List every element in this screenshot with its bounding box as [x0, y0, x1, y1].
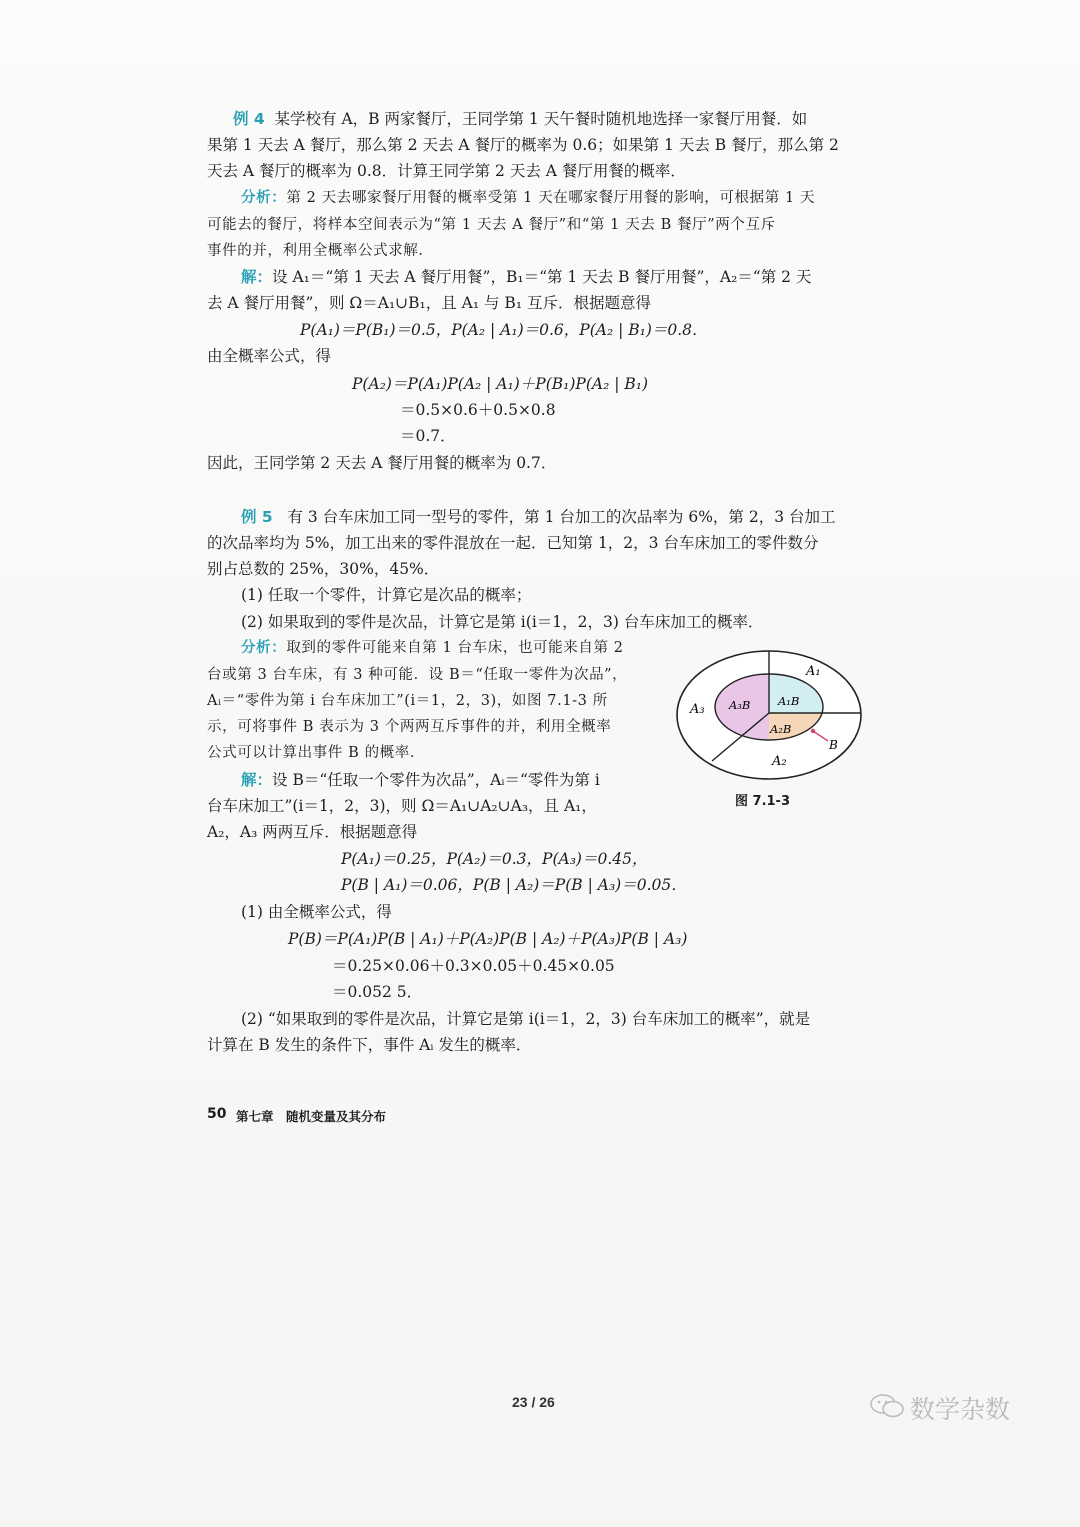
- ex5-question-part-2: (2) 如果取到的零件是次品，计算它是第 i(i＝1，2，3) 台车床加工的概率．: [241, 613, 764, 631]
- label-a2: A₂: [772, 754, 787, 769]
- ex5-given-probabilities-1: P(A₁)＝0.25，P(A₂)＝0.3，P(A₃)＝0.45，: [341, 850, 648, 868]
- ex5-formula-line-1: P(B)＝P(A₁)P(B | A₁)＋P(A₂)P(B | A₂)＋P(A₃)P(B | A₃): [288, 930, 688, 948]
- ex4-analysis-line-2: 可能去的餐厅，将样本空间表示为“第 1 天去 A 餐厅”和“第 1 天去 B 餐厅”两个互斥: [207, 217, 776, 233]
- ex5-analysis-line-1: [241, 637, 624, 659]
- ex4-given-probabilities: P(A₁)＝P(B₁)＝0.5，P(A₂ | A₁)＝0.6，P(A₂ | B₁)＝0.8．: [300, 321, 708, 339]
- ex4-formula-line-1: P(A₂)＝P(A₁)P(A₂ | A₁)＋P(B₁)P(A₂ | B₁): [352, 375, 649, 393]
- ex5-solution-label: 解：: [241, 771, 273, 789]
- ex4-label: 例 4: [233, 110, 265, 128]
- ex4-question-line-3: 天去 A 餐厅的概率为 0.8．计算王同学第 2 天去 A 餐厅用餐的概率．: [207, 162, 686, 180]
- ex5-solution-line-3: A₂，A₃ 两两互斥．根据题意得: [207, 823, 418, 841]
- ex5-part-2-line-2: 计算在 B 发生的条件下，事件 Aᵢ 发生的概率．: [207, 1036, 532, 1054]
- label-a3b: A₃B: [729, 698, 751, 712]
- ex5-question-line-3: 别占总数的 25%，30%，45%．: [207, 560, 440, 578]
- ex4-solution-line-1: [241, 266, 811, 288]
- ex5-analysis-line-2: 台或第 3 台车床，有 3 种可能．设 B＝“任取一零件为次品”，: [207, 667, 628, 683]
- label-a1: A₁: [806, 664, 821, 679]
- ex5-question-line-2: 的次品率均为 5%，加工出来的零件混放在一起．已知第 1，2，3 台车床加工的零件数分: [207, 534, 819, 552]
- figure-caption: 图 7.1-3: [735, 794, 790, 809]
- label-a1b: A₁B: [778, 694, 800, 708]
- ex5-formula-line-3: ＝0.052 5．: [332, 983, 423, 1001]
- ex4-q1-text: 某学校有 A，B 两家餐厅，王同学第 1 天午餐时随机地选择一家餐厅用餐．如: [274, 110, 808, 128]
- ex4-total-prob-intro: 由全概率公式，得: [207, 347, 332, 365]
- ex4-formula-line-2: ＝0.5×0.6＋0.5×0.8: [400, 401, 556, 419]
- b-pointer-dot: [811, 729, 815, 733]
- chapter-title: 第七章 随机变量及其分布: [236, 1109, 387, 1124]
- ex4-analysis-label: 分析：: [241, 190, 287, 206]
- ex4-formula-line-3: ＝0.7．: [400, 427, 456, 445]
- ex5-part-2-line-1: (2) “如果取到的零件是次品，计算它是第 i(i＝1，2，3) 台车床加工的概率”，就是: [241, 1010, 811, 1028]
- ex5-solution-line-1: [241, 769, 600, 791]
- ex4-analysis-line-3: 事件的并，利用全概率公式求解．: [207, 243, 434, 259]
- ex4-question-line-1: [233, 108, 807, 130]
- ex5-a1-text: 取到的零件可能来自第 1 台车床，也可能来自第 2: [286, 640, 624, 656]
- ex4-question-line-2: 果第 1 天去 A 餐厅，那么第 2 天去 A 餐厅的概率为 0.6；如果第 1 天去 B 餐厅，那么第 2: [207, 136, 839, 154]
- ex5-analysis-line-3: Aᵢ＝“零件为第 i 台车床加工”(i＝1，2，3)，如图 7.1-3 所: [207, 693, 608, 709]
- wechat-icon: [869, 1392, 907, 1420]
- ex4-analysis-line-1: [241, 187, 815, 209]
- ex5-analysis-line-4: 示，可将事件 B 表示为 3 个两两互斥事件的并，利用全概率: [207, 719, 612, 735]
- ex5-part-1-intro: (1) 由全概率公式，得: [241, 903, 392, 921]
- ex5-given-probabilities-2: P(B | A₁)＝0.06，P(B | A₂)＝P(B | A₃)＝0.05．: [341, 876, 687, 894]
- watermark-text: 数学杂数: [910, 1395, 1011, 1424]
- ex4-solution-line-2: 去 A 餐厅用餐”，则 Ω＝A₁∪B₁，且 A₁ 与 B₁ 互斥．根据题意得: [207, 294, 651, 312]
- ex4-s1-text: 设 A₁＝“第 1 天去 A 餐厅用餐”，B₁＝“第 1 天去 B 餐厅用餐”，A₂＝“第 2 天: [272, 268, 812, 286]
- label-a2b: A₂B: [770, 722, 792, 736]
- ex4-solution-label: 解：: [241, 268, 273, 286]
- figure-7-1-3-diagram: [672, 645, 872, 785]
- ex5-analysis-line-5: 公式可以计算出事件 B 的概率．: [207, 745, 425, 761]
- ex5-label: 例 5: [241, 508, 273, 526]
- ex4-conclusion: 因此，王同学第 2 天去 A 餐厅用餐的概率为 0.7．: [207, 454, 557, 472]
- pdf-page-indicator: 23 / 26: [512, 1394, 555, 1410]
- ex4-a1-text: 第 2 天去哪家餐厅用餐的概率受第 1 天在哪家餐厅用餐的影响，可根据第 1 天: [286, 190, 816, 206]
- ex5-question-line-1: [241, 506, 836, 528]
- page-number: 50: [207, 1106, 227, 1122]
- ex5-formula-line-2: ＝0.25×0.06＋0.3×0.05＋0.45×0.05: [332, 957, 615, 975]
- ex5-analysis-label: 分析：: [241, 640, 287, 656]
- ex5-s1-text: 设 B＝“任取一个零件为次品”，Aᵢ＝“零件为第 i: [272, 771, 600, 789]
- ex5-question-part-1: (1) 任取一个零件，计算它是次品的概率；: [241, 586, 532, 604]
- ex5-q1-text: 有 3 台车床加工同一型号的零件，第 1 台加工的次品率为 6%，第 2，3 台加工: [287, 508, 836, 526]
- label-b: B: [829, 738, 838, 752]
- ex5-solution-line-2: 台车床加工”(i＝1，2，3)，则 Ω＝A₁∪A₂∪A₃，且 A₁，: [207, 797, 597, 815]
- label-a3: A₃: [690, 702, 705, 717]
